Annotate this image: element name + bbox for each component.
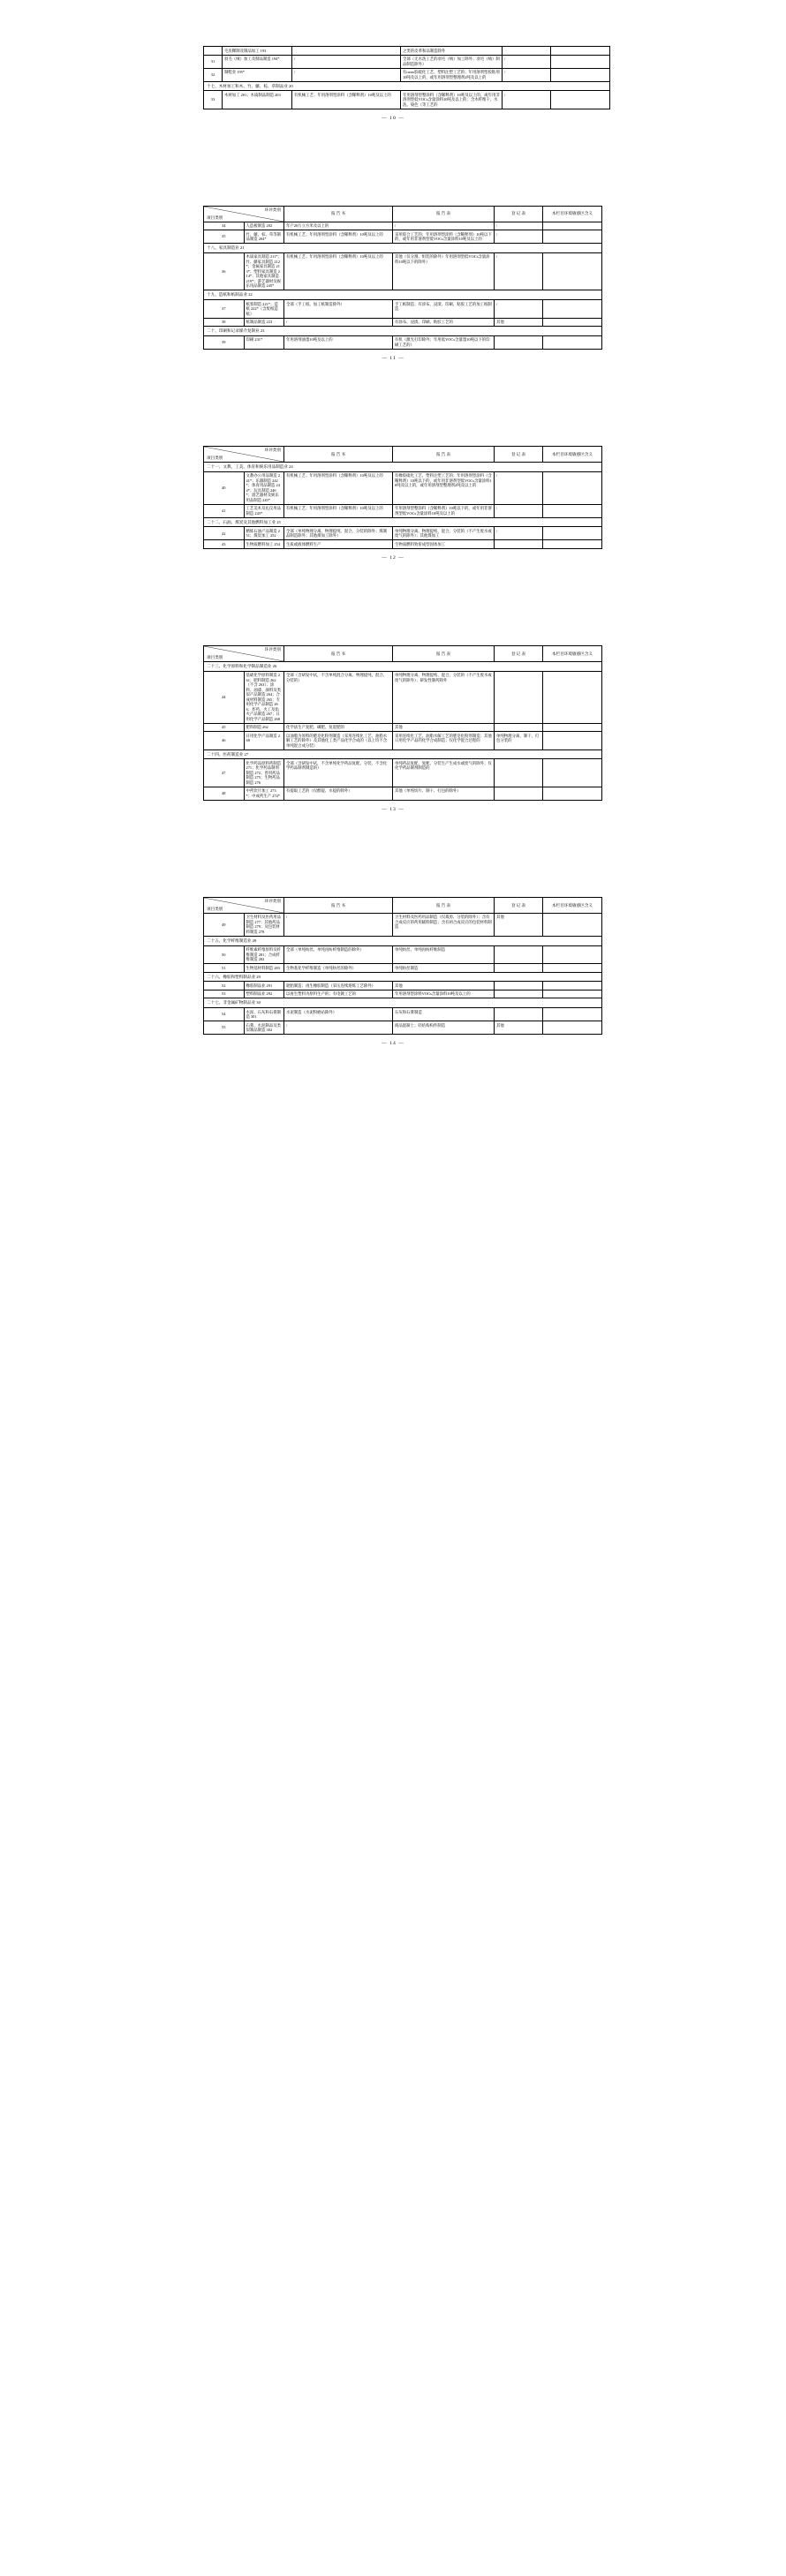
row-report-form: 生物质燃料致密成型固体加工 [393,540,495,549]
row-report-form: 单纯纺丝、单纯再纺纤维制造 [393,945,495,964]
table-row [204,527,602,540]
row-category: 竹、藤、棕、草等制品制造 204* [244,230,284,244]
row-number: 35 [204,230,245,244]
page-gap [0,361,786,446]
table-row [204,787,602,800]
row-sensitive [551,55,610,68]
row-sensitive [543,222,602,230]
header-report-form: 报 告 表 [393,206,495,222]
table-section-row [204,936,602,945]
row-report-book: / [284,1021,393,1035]
row-sensitive [543,527,602,540]
table-section-row [204,244,602,253]
section-title: 二十二、石油、煤炭及其他燃料加工业 25 [204,517,602,527]
row-report-form: 有ских胶硫化工艺、塑料注塑工艺的；年用溶剂型胶粘剂10吨及以上的，或年用溶剂型整理剂2吨及以上的 [401,68,503,81]
page-gap [0,121,786,206]
row-category: 木材加工 201；木质制品制造 203 [223,91,292,109]
page-number: — 10 — [382,115,404,121]
header-category-top: 环评类别 [264,448,281,453]
row-report-form: 有橡胶硫化工艺、塑料注塑工艺的；年用溶剂型涂料（含稀释剂）10吨以下的，或年用非溶剂型低VOCs含量涂料10吨及以上的，或年用溶剂型整理剂2吨及以上的 [393,471,495,504]
table-row [204,318,602,327]
table-row [204,222,602,230]
row-number: 31 [204,55,223,68]
row-report-form: 其他（单纯切片、制干、打包的除外） [393,787,495,800]
table-section-row [204,661,602,671]
row-report-book: / [292,55,401,68]
table-row [204,230,602,244]
section-title: 十七、木材加工和木、竹、藤、棕、草制品业 20 [204,81,610,91]
header-report-book: 报 告 书 [284,645,393,661]
row-report-book: 以再生塑料为原料生产的；有电镀工艺的 [284,990,393,998]
row-sensitive [543,471,602,504]
row-sensitive [543,504,602,517]
row-category: 制鞋业 195* [223,68,292,81]
table-row [204,55,610,68]
section-title: 十九、造纸和纸制品业 22 [204,290,602,300]
page-gap [0,561,786,645]
header-report-book: 报 告 书 [284,897,393,913]
row-number: 42 [204,527,245,540]
row-registration: / [495,504,543,517]
row-registration: 其他 [495,913,543,936]
row-registration: / [495,230,543,244]
table-row [204,732,602,750]
page-content [203,446,593,561]
row-report-book: 轮胎制造；再生橡胶制造（采压连续熔炼工艺除外） [284,982,393,990]
row-number: 48 [204,787,245,800]
table-section-row [204,462,602,471]
row-registration: / [495,300,543,319]
row-number: 33 [204,91,223,109]
header-registration: 登 记 表 [495,206,543,222]
row-category: 木质家具制造 211*；竹、藤家具制造 212*；金属家具制造 213*；塑料家具制造 214*；其他家具制造 219*；游艺器材及娱乐用品制造 245* [244,252,284,290]
header-report-form: 报 告 表 [393,645,495,661]
header-category-bottom: 项目类别 [207,906,223,911]
row-report-form: 单纯物理分离、物理提纯、混合、分装的（不产生废水或废气的除外）；研发性制药除外 [393,671,495,723]
table-row [204,300,602,319]
section-title: 二十六、橡胶和塑料制品业 29 [204,972,602,982]
row-report-form: 石灰和石膏制造 [393,1008,495,1021]
header-sensitive: 本栏目环境敏感区含义 [543,645,602,661]
row-category: 化学药品原料药制造 271；化学药品制剂制造 272；兽用药品制造 275；生物药品制造 276 [244,759,284,787]
row-registration [495,671,543,723]
row-report-book: 全部（手工纸、加工纸制造除外） [284,300,393,319]
table-section-row [204,290,602,300]
row-number: 40 [204,471,245,504]
row-report-book: 生物基化学纤维制造（单纯纺丝的除外） [284,964,393,973]
row-number: 44 [204,671,245,723]
row-sensitive [551,68,610,81]
row-report-form: 手工纸制造；有涂布、浸渍、印刷、粘胶工艺的加工纸制造 [393,300,495,319]
table-row [204,471,602,504]
row-sensitive [543,964,602,973]
header-report-book: 报 告 书 [284,206,393,222]
row-category: 肥料制造 262 [244,723,284,732]
section-title: 二十三、化学原料和化学制品制造业 26 [204,661,602,671]
row-report-form: 年用溶剂型涂料VOCs含量涂料10吨及以上的 [393,990,495,998]
table-section-row [204,517,602,527]
row-sensitive [543,945,602,964]
row-category: 羽毛（绒）加工及制品制造 194* [223,55,292,68]
row-category: 中药饮片加工 273*；中成药生产 274* [244,787,284,800]
row-sensitive [543,335,602,349]
row-registration: / [503,91,551,109]
header-registration: 登 记 表 [495,645,543,661]
row-number: 39 [204,335,245,349]
row-registration [495,1008,543,1021]
row-registration [495,990,543,998]
row-registration: / [503,55,551,68]
page-content [203,645,593,812]
row-sensitive [543,913,602,936]
row-report-book: / [292,68,401,81]
row-registration: / [495,222,543,230]
row-report-book: 有机械工艺；年用溶剂型涂料（含稀释剂）10吨及以上的 [284,252,393,290]
row-report-form: 其他（仅分割、组装的除外）年用溶剂型低VOCs含量涂料10吨以下的除外） [393,252,495,290]
row-sensitive [543,787,602,800]
table-row [204,671,602,723]
header-category-cell [204,446,284,462]
row-category: 精炼石油产品制造 251；煤炭加工 252 [244,527,284,540]
table-row [204,335,602,349]
table-row [204,504,602,517]
table-row [204,91,610,109]
header-report-book: 报 告 书 [284,446,393,462]
row-report-book: 有提取工艺的（仅醇提、水提的除外） [284,787,393,800]
row-number: 38 [204,318,245,327]
row-registration [503,47,551,56]
row-number: 50 [204,945,245,964]
row-sensitive [543,1008,602,1021]
row-sensitive [543,732,602,750]
header-category-bottom: 项目类别 [207,215,223,220]
page-gap [0,812,786,897]
page-number: — 12 — [382,554,404,561]
row-registration: / [495,527,543,540]
row-registration: 其他 [495,1021,543,1035]
table-row [204,252,602,290]
catalog-table [203,897,602,1035]
row-report-form: 采用连续化工艺、油脂水解工艺的肥皂化粉剂制造；其他日用化学产品的化学合成制造；仅化学混合过程的 [393,732,495,750]
row-category: 印刷 231* [244,335,284,349]
row-report-form: 采用胶合工艺的；年用溶剂型涂料（含稀释剂）10吨以下的，或年用非溶剂型低VOCs含量涂料10吨及以上的 [393,230,495,244]
document-page [0,46,786,121]
table-header-row [204,206,602,222]
page-number: — 14 — [382,1041,404,1047]
row-report-book: 全部（含研发中试，不含单纯混合分离、物理提纯、混合、分装的） [284,671,393,723]
row-number: 36 [204,252,245,290]
section-title: 二十一、文教、工美、体育和娱乐用品制造业 24 [204,462,602,471]
row-category: 橡胶制品业 291 [244,982,284,990]
row-category: 工艺美术及礼仪用品制造 243* [244,504,284,517]
row-registration [495,964,543,973]
row-report-form: 单纯物理分离、物理提纯、混合、分装的（不产生废水或废气的除外）；其他煤加工 [393,527,495,540]
header-category-cell [204,645,284,661]
row-category: 日用化学产品制造 268 [244,732,284,750]
table-section-row [204,81,610,91]
row-sensitive [543,759,602,787]
header-category-bottom: 项目类别 [207,654,223,659]
page-number: — 13 — [382,806,404,812]
row-report-book: 全部（含研发中试，不含单纯化学药品复配、分装、不含化学药品制剂制造的） [284,759,393,787]
row-number: 49 [204,913,245,936]
row-category: 纸制品制造 223 [244,318,284,327]
header-category-cell [204,897,284,913]
table-row [204,982,602,990]
table-row [204,1021,602,1035]
table-section-row [204,972,602,982]
row-registration: / [495,471,543,504]
row-report-book: 有机械工艺；年用溶剂型涂料（含稀释剂）10吨及以上的 [284,471,393,504]
section-title: 十八、家具制造业 21 [204,244,602,253]
catalog-table [203,645,602,801]
row-number [204,47,223,56]
row-registration [495,335,543,349]
row-sensitive [543,230,602,244]
row-report-book: 化学法生产复肥、磷肥、复混肥的 [284,723,393,732]
row-report-form: 有机（激光打印除外；年用低VOCs含量墨10吨以下的印刷工艺的） [393,335,495,349]
row-report-book: 年产20万立方米及以上的 [284,222,393,230]
row-report-book: / [284,913,393,936]
row-number: 52 [204,982,245,990]
row-report-form: 年用溶剂型整涂料（含稀释剂）10吨及以上的，或年用非溶剂型低VOCs含量涂料10吨及以上的；含木纤维干、水洗、染色（等工艺的 [401,91,503,109]
document-root [0,0,786,1046]
row-sensitive [543,540,602,549]
row-report-book: / [284,318,393,327]
row-registration [495,759,543,787]
header-sensitive: 本栏目环境敏感区含义 [543,897,602,913]
table-header-row [204,645,602,661]
document-page [0,206,786,361]
row-category: 人造板制造 202 [244,222,284,230]
row-number: 41 [204,504,245,517]
row-registration [495,540,543,549]
row-registration: / [495,252,543,290]
row-category: 生物质燃料加工 254 [244,540,284,549]
row-sensitive [551,47,610,56]
table-row [204,913,602,936]
header-category-cell [204,206,284,222]
table-row [204,1008,602,1021]
row-category: 水泥、石灰和石膏制造 301 [244,1008,284,1021]
row-report-book: 年用溶剂油墨10吨及以上的 [284,335,393,349]
row-number: 34 [204,222,245,230]
header-sensitive: 本栏目环境敏感区含义 [543,446,602,462]
row-report-book: 以油脂为原料的肥皂化粉剂制造（采用连续化工艺、油脂水解工艺的除外）及其他化工类产品化学合成的（以上均不含单纯混合成分装） [284,732,393,750]
table-row [204,759,602,787]
row-number: 51 [204,964,245,973]
header-category-top: 环评类别 [264,647,281,652]
row-sensitive [543,982,602,990]
document-page [0,897,786,1046]
header-category-top: 环评类别 [264,899,281,904]
row-report-book [292,47,401,56]
row-registration: / [503,68,551,81]
row-number: 47 [204,759,245,787]
row-number: 54 [204,1008,245,1021]
table-section-row [204,998,602,1008]
header-category-bottom: 项目类别 [207,455,223,460]
row-sensitive [543,318,602,327]
table-section-row [204,327,602,336]
row-sensitive [543,723,602,732]
row-report-book: 全部（单纯纺丝、单纯再纺纤维制造的除外） [284,945,393,964]
row-sensitive [543,671,602,723]
catalog-table [203,206,602,350]
row-registration: 其他 [495,318,543,327]
table-row [204,723,602,732]
row-report-form: 其他 [393,723,495,732]
row-report-form: 商品混凝土；轻结构构件制造 [393,1021,495,1035]
row-category: 纸浆制造 221*；造纸 222*（含废纸造纸） [244,300,284,319]
row-registration: 单纯物理分离、制干、打包分装的 [495,732,543,750]
row-category: 纤维素纤维原料及纤维制造 281；合成纤维制造 282 [244,945,284,964]
row-number: 45 [204,723,245,732]
page-content [203,46,583,121]
table-row [204,540,602,549]
row-category: 文教办公用品制造 241*；乐器制造 242*；体育用品制造 244*；玩具制造 246*；游艺器材及娱乐用品制造 245* [244,471,284,504]
row-registration [495,787,543,800]
table-header-row [204,897,602,913]
row-sensitive [551,91,610,109]
catalog-table [203,446,602,549]
row-registration [495,723,543,732]
row-number: 37 [204,300,245,319]
row-number: 53 [204,990,245,998]
row-report-form: 年用溶剂型整涂料（含稀释剂）10吨以下的，或年用非溶剂型低VOCs含量涂料10吨及以上的 [393,504,495,517]
section-title: 二十七、非金属矿物制品业 30 [204,998,602,1008]
row-report-form: 之类的皮革和品制造除外 [401,47,503,56]
row-registration [495,945,543,964]
row-category: 毛皮鞣制及制品加工 193 [223,47,292,56]
row-category: 塑料制品业 292 [244,990,284,998]
row-number: 46 [204,732,245,750]
header-report-form: 报 告 表 [393,446,495,462]
section-title: 二十四、医药制造业 27 [204,749,602,759]
row-sensitive [543,1021,602,1035]
header-registration: 登 记 表 [495,897,543,913]
row-report-form: 全部（无水洗工艺的羽毛（绒）加工除外；羽毛（绒）制品制造除外） [401,55,503,68]
header-category-top: 环评类别 [264,207,281,213]
table-row [204,68,610,81]
page-content [203,206,593,361]
row-category: 基础化学原料制造 261；肥料制造 262（不含 263）；涂料、油漆、颜料及类似产品制造 264；合成材料制造 265；专用化学产品制造 266；炸药、火工及焰火产品制造 267；日用化学产品制造 268 [244,671,284,723]
header-report-form: 报 告 表 [393,897,495,913]
table-row [204,945,602,964]
row-report-form: 其他 [393,982,495,990]
row-registration [495,982,543,990]
page-number: — 11 — [382,355,404,361]
row-report-book: 水泥制造（水泥粉磨站除外） [284,1008,393,1021]
row-sensitive [543,252,602,290]
row-report-form: 单纯药品复配、复配、分装生产生成水或废气的除外；仅化学药品制剂制造的 [393,759,495,787]
row-category: 生物基材料制造 283 [244,964,284,973]
page-gap [0,0,786,46]
header-registration: 登 记 表 [495,446,543,462]
table-row [204,47,610,56]
row-report-book: 生质或液体燃料生产 [284,540,393,549]
table-section-row [204,749,602,759]
row-report-book: 有机械工艺；年用溶剂型涂料（含稀释剂）10吨及以上的 [284,504,393,517]
row-number: 43 [204,540,245,549]
row-number: 55 [204,1021,245,1035]
table-header-row [204,446,602,462]
row-report-form: 单纯纺丝制造 [393,964,495,973]
catalog-table [203,46,610,109]
row-sensitive [543,990,602,998]
row-report-book: 有机械工艺；年用溶剂型涂料（含稀释剂）10吨及以上的 [292,91,401,109]
row-report-form: 卫生材料及医药用品制造（仅裁剪、分装的除外）；含有合成反应的药用辅料制造；含有初合成反应的包装材料制造 [393,913,495,936]
table-row [204,990,602,998]
row-category: 石膏、水泥制品及类似制品制造 302 [244,1021,284,1035]
table-row [204,964,602,973]
row-category: 卫生材料及医药用品制造 277；其他药品制造 279；及包装材料制造 278 [244,913,284,936]
row-report-book: 全部（单纯物理分离、物理提纯、混合、分装的除外；煤制品制造除外；其他煤加工除外） [284,527,393,540]
page-content [203,897,593,1047]
document-page [0,645,786,812]
document-page [0,446,786,561]
row-report-form: 有涂布、浸渍、印刷、粘胶工艺的 [393,318,495,327]
row-number: 32 [204,68,223,81]
row-report-book: 有机械工艺；年用溶剂型涂料（含稀释剂）10吨及以上的 [284,230,393,244]
section-title: 二十、印刷和记录媒介复制业 23 [204,327,602,336]
section-title: 二十五、化学纤维制造业 28 [204,936,602,945]
row-sensitive [543,300,602,319]
header-sensitive: 本栏目环境敏感区含义 [543,206,602,222]
row-report-form: / [393,222,495,230]
